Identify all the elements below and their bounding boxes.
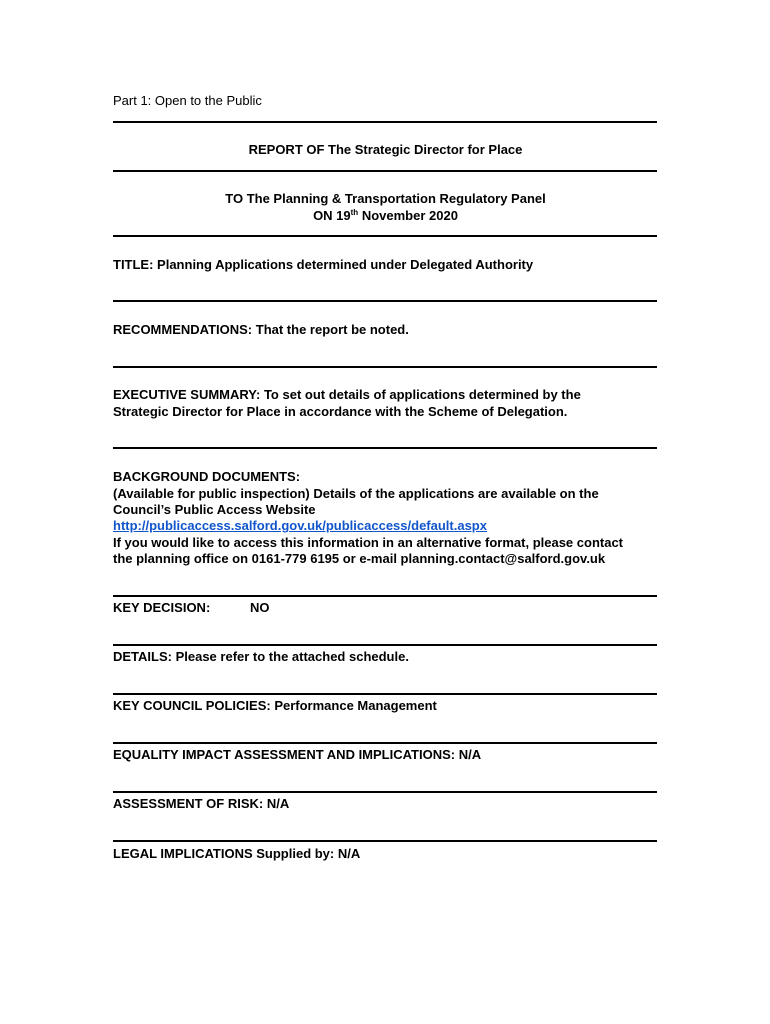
key-council-policies: KEY COUNCIL POLICIES: Performance Management [113,698,437,713]
meeting-date [113,208,658,225]
divider [113,693,657,695]
divider [113,121,657,123]
equality-impact-assessment: EQUALITY IMPACT ASSESSMENT AND IMPLICATIONS: N/A [113,747,482,762]
meeting-date-prefix: ON 19 [313,208,351,223]
divider [113,742,657,744]
executive-summary-line-1: EXECUTIVE SUMMARY: To set out details of applications determined by the [113,387,581,402]
background-documents-line-3: If you would like to access this information in an alternative format, please contact [113,535,624,550]
background-documents-line-4: the planning office on 0161-779 6195 or e-mail planning.contact@salford.gov.uk [113,551,606,566]
report-of-heading: REPORT OF The Strategic Director for Place [248,142,523,157]
recommendations: RECOMMENDATIONS: That the report be noted. [113,322,409,337]
divider [113,366,657,368]
to-line: TO The Planning & Transportation Regulatory Panel [225,191,546,206]
divider [113,595,657,597]
divider [113,235,657,237]
public-access-link-row [113,518,658,535]
background-documents-heading: BACKGROUND DOCUMENTS: [113,469,301,484]
background-documents-line-1: (Available for public inspection) Details of the applications are available on the [113,486,599,501]
part-label: Part 1: Open to the Public [113,93,262,108]
background-documents-line-2: Council’s Public Access Website [113,502,316,517]
assessment-of-risk: ASSESSMENT OF RISK: N/A [113,796,290,811]
divider [113,447,657,449]
key-decision-row [113,600,658,617]
divider [113,840,657,842]
executive-summary-line-2: Strategic Director for Place in accordance with the Scheme of Delegation. [113,404,568,419]
divider [113,300,657,302]
divider [113,644,657,646]
report-title: TITLE: Planning Applications determined under Delegated Authority [113,257,534,272]
key-decision-label: KEY DECISION: [113,600,211,615]
meeting-date-suffix: November 2020 [358,208,458,223]
divider [113,791,657,793]
public-access-link[interactable]: http://publicaccess.salford.gov.uk/publicaccess/default.aspx [113,518,487,533]
key-decision-value: NO [250,600,270,615]
legal-implications: LEGAL IMPLICATIONS Supplied by: N/A [113,846,361,861]
meeting-date-superscript: th [350,208,359,217]
details: DETAILS: Please refer to the attached schedule. [113,649,409,664]
divider [113,170,657,172]
